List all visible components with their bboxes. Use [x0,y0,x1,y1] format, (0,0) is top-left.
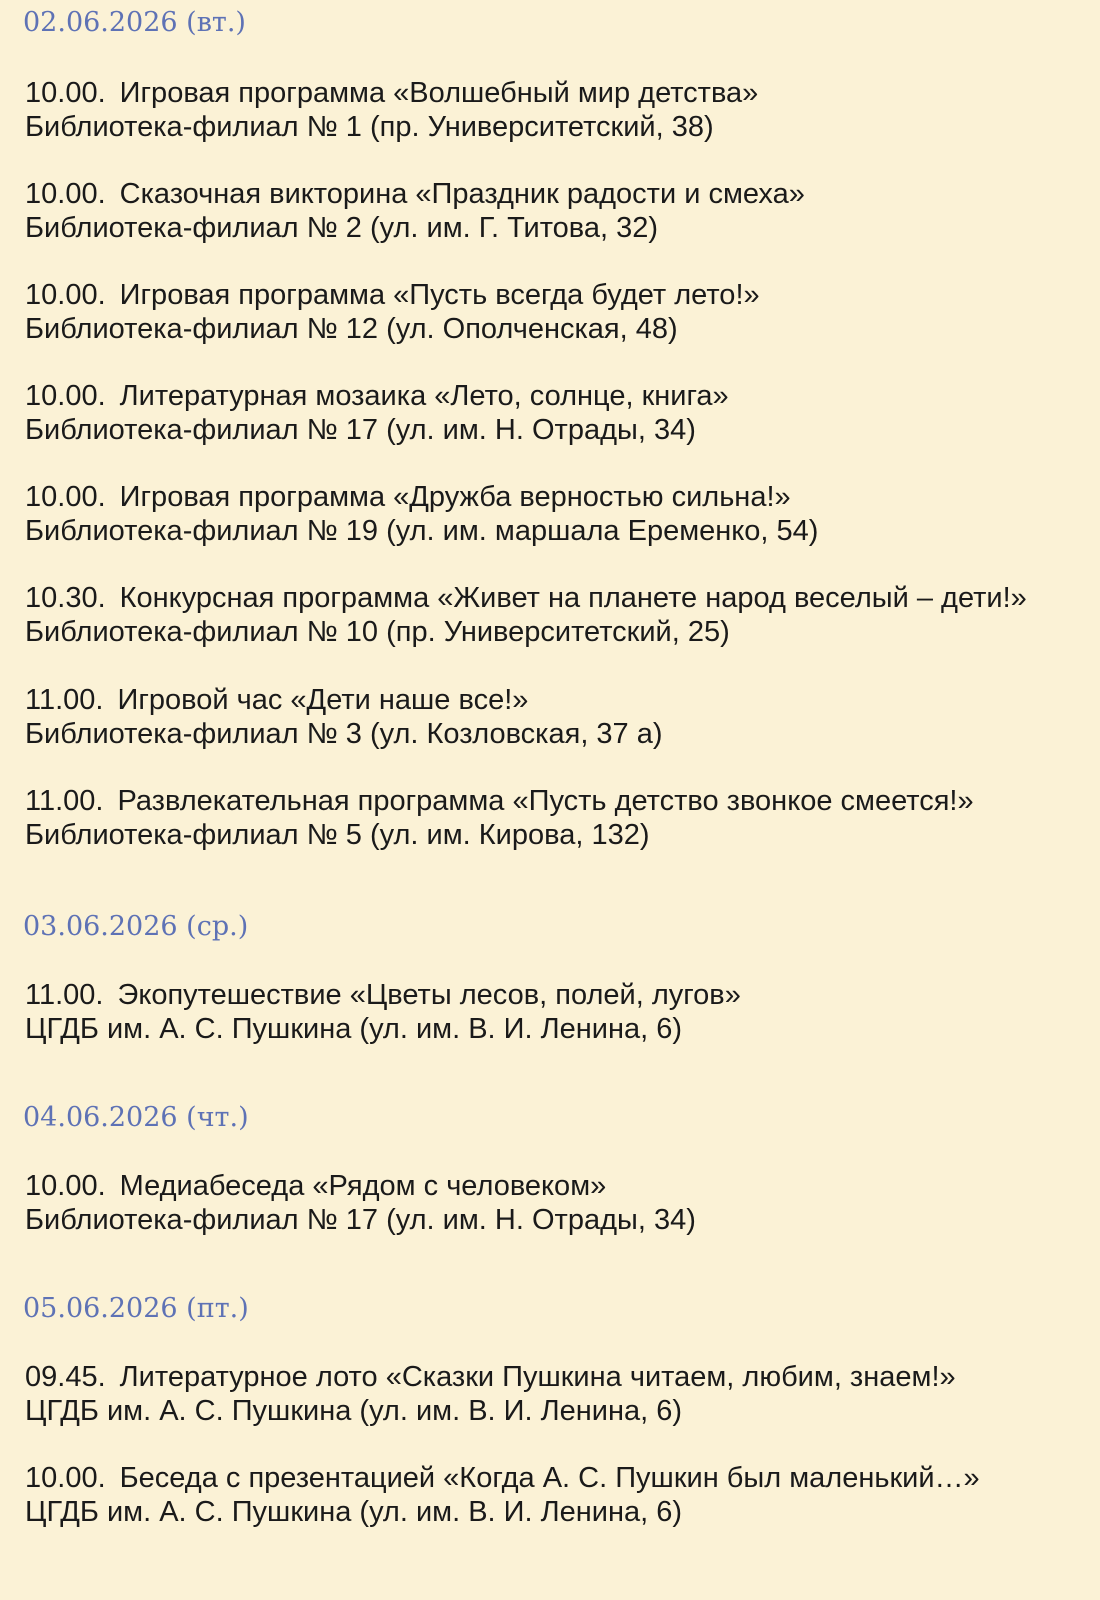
event-place: Библиотека-филиал № 19 (ул. им. маршала Еременко, 54) [25,515,819,547]
event-title: Конкурсная программа «Живет на планете народ веселый – дети!» [119,582,1027,614]
event-time: 09.45. [25,1361,106,1393]
event-place: Библиотека-филиал № 1 (пр. Университетский, 38) [25,111,714,143]
date-heading: 02.06.2026 (вт.) [23,7,246,38]
event-place: Библиотека-филиал № 17 (ул. им. Н. Отрады, 34) [25,1204,696,1236]
event-item [25,978,741,1046]
event-item [25,1461,980,1529]
event-item [25,76,758,144]
event-time: 10.00. [25,481,106,513]
event-item [25,683,663,751]
event-time: 10.00. [25,380,106,412]
event-time: 10.00. [25,279,106,311]
date-heading: 05.06.2026 (пт.) [23,1293,249,1324]
event-title: Игровой час «Дети наше все!» [117,684,529,716]
event-title: Сказочная викторина «Праздник радости и смеха» [119,178,805,210]
event-time: 10.00. [25,178,106,210]
event-item [25,480,818,548]
event-time: 10.00. [25,77,106,109]
event-item [25,1360,956,1428]
event-title: Развлекательная программа «Пусть детство звонкое смеется!» [117,785,974,817]
event-place: Библиотека-филиал № 10 (пр. Университетский, 25) [25,616,730,648]
event-place: Библиотека-филиал № 2 (ул. им. Г. Титова, 32) [25,212,659,244]
event-place: ЦГДБ им. А. С. Пушкина (ул. им. В. И. Ленина, 6) [25,1496,683,1528]
event-item [25,1169,696,1237]
event-time: 11.00. [25,979,104,1011]
event-title: Игровая программа «Волшебный мир детства» [119,77,759,109]
event-item [25,379,729,447]
event-place: Библиотека-филиал № 17 (ул. им. Н. Отрады, 34) [25,414,696,446]
event-item [25,177,805,245]
date-heading: 03.06.2026 (ср.) [23,911,249,942]
event-time: 10.30. [25,582,106,614]
event-title: Беседа с презентацией «Когда А. С. Пушкин был маленький…» [119,1462,980,1494]
event-item [25,278,760,346]
event-title: Литературное лото «Сказки Пушкина читаем, любим, знаем!» [119,1361,956,1393]
event-place: Библиотека-филиал № 12 (ул. Ополченская, 48) [25,313,678,345]
event-place: Библиотека-филиал № 3 (ул. Козловская, 37 а) [25,718,663,750]
event-title: Медиабеседа «Рядом с человеком» [119,1170,607,1202]
event-title: Литературная мозаика «Лето, солнце, книга» [119,380,729,412]
event-time: 10.00. [25,1170,106,1202]
event-item [25,784,974,852]
event-place: ЦГДБ им. А. С. Пушкина (ул. им. В. И. Ленина, 6) [25,1013,683,1045]
event-place: Библиотека-филиал № 5 (ул. им. Кирова, 132) [25,819,650,851]
event-place: ЦГДБ им. А. С. Пушкина (ул. им. В. И. Ленина, 6) [25,1395,683,1427]
date-heading: 04.06.2026 (чт.) [23,1102,249,1133]
event-time: 10.00. [25,1462,106,1494]
event-title: Экопутешествие «Цветы лесов, полей, лугов» [117,979,741,1011]
event-time: 11.00. [25,684,104,716]
event-title: Игровая программа «Пусть всегда будет лето!» [119,279,760,311]
event-title: Игровая программа «Дружба верностью сильна!» [119,481,791,513]
event-time: 11.00. [25,785,104,817]
event-item [25,581,1027,649]
